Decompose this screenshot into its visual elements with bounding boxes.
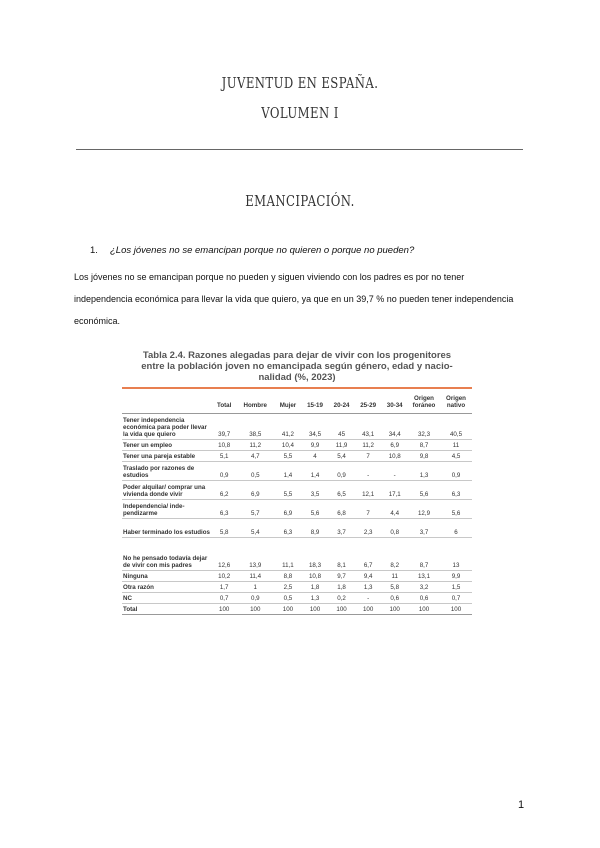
column-header (122, 389, 212, 414)
table-cell: 38,5 (236, 414, 274, 440)
table-cell: 6,9 (381, 440, 408, 451)
header-divider (76, 149, 523, 150)
table-cell: 1 (236, 582, 274, 593)
table-cell: 11 (381, 571, 408, 582)
row-label: Independencia/ inde-pendizarme (122, 500, 212, 519)
table-row (122, 519, 472, 538)
table-cell: 4,4 (381, 500, 408, 519)
table-header-row (122, 389, 472, 414)
table-cell: 1,7 (212, 582, 236, 593)
table-cell: 12,9 (408, 500, 440, 519)
table-cell: 6,3 (274, 519, 302, 538)
table-cell: 5,6 (302, 500, 329, 519)
paragraph-line: económica. (74, 316, 121, 326)
column-header: Total (212, 389, 236, 414)
table-cell: 2,3 (355, 519, 382, 538)
table-cell: 0,9 (440, 462, 472, 481)
table-cell: 13,1 (408, 571, 440, 582)
table-cell: 39,7 (212, 414, 236, 440)
table-cell: 45 (328, 414, 355, 440)
table-cell: 34,5 (302, 414, 329, 440)
table-cell: 4,7 (236, 451, 274, 462)
table-cell: 6,9 (236, 481, 274, 500)
table-cell: 100 (212, 604, 236, 615)
table-cell: 6,3 (212, 500, 236, 519)
document-title-line2: VOLUMEN I (261, 104, 339, 122)
table-cell: 0,9 (236, 593, 274, 604)
table-cell: 0,9 (212, 462, 236, 481)
table-cell: 11,9 (328, 440, 355, 451)
table-cell: 7 (355, 500, 382, 519)
table-cell: 3,2 (408, 582, 440, 593)
table-cell: 6,7 (355, 538, 382, 571)
table-cell: 1,8 (302, 582, 329, 593)
table-cell: 1,3 (302, 593, 329, 604)
table-cell: 17,1 (381, 481, 408, 500)
table-cell: 1,3 (408, 462, 440, 481)
table-cell: 11,1 (274, 538, 302, 571)
table-row (122, 571, 472, 582)
table-cell: 5,8 (212, 519, 236, 538)
table-cell: 12,1 (355, 481, 382, 500)
table-cell: 13,9 (236, 538, 274, 571)
table-caption-line: nalidad (%, 2023) (258, 372, 336, 383)
table-cell: 6,3 (440, 481, 472, 500)
table-cell: 8,8 (274, 571, 302, 582)
table-cell: 3,5 (302, 481, 329, 500)
table-cell: 100 (236, 604, 274, 615)
table-cell: 0,8 (381, 519, 408, 538)
table-cell: 8,1 (328, 538, 355, 571)
row-label: Ninguna (122, 571, 212, 582)
data-table (122, 389, 472, 615)
column-header: 25-29 (355, 389, 382, 414)
row-label: Tener un empleo (122, 440, 212, 451)
table-cell: 1,4 (274, 462, 302, 481)
table-row (122, 462, 472, 481)
table-cell: 4,5 (440, 451, 472, 462)
table-cell: 1,3 (355, 582, 382, 593)
table-cell: 0,9 (328, 462, 355, 481)
page-number: 1 (518, 799, 525, 811)
column-header: Origen foráneo (408, 389, 440, 414)
document-title-line1: JUVENTUD EN ESPAÑA. (221, 74, 379, 92)
table-cell: 100 (328, 604, 355, 615)
table-cell: 10,2 (212, 571, 236, 582)
table-cell: 9,8 (408, 451, 440, 462)
table-cell: 0,5 (274, 593, 302, 604)
table-cell: 5,4 (236, 519, 274, 538)
table-row (122, 414, 472, 440)
column-header: 20-24 (328, 389, 355, 414)
table-cell: 10,8 (212, 440, 236, 451)
table-cell: 8,7 (408, 538, 440, 571)
table-cell: 11,2 (236, 440, 274, 451)
table-cell: 5,6 (440, 500, 472, 519)
table-cell: 6,9 (274, 500, 302, 519)
table-cell: 0,7 (212, 593, 236, 604)
column-header: Origen nativo (440, 389, 472, 414)
table-row (122, 451, 472, 462)
table-cell: 3,7 (408, 519, 440, 538)
paragraph-line: Los jóvenes no se emancipan porque no pueden y siguen viviendo con los padres es por no tener (74, 272, 465, 282)
table-cell: 9,4 (355, 571, 382, 582)
table-caption (122, 350, 472, 383)
row-label: Poder alquilar/ comprar una vivienda donde vivir (122, 481, 212, 500)
row-label: Tener una pareja estable (122, 451, 212, 462)
row-label: Haber terminado los estudios (122, 519, 212, 538)
table-cell: 5,6 (408, 481, 440, 500)
table-cell: 18,3 (302, 538, 329, 571)
table-cell: 3,7 (328, 519, 355, 538)
question-number: 1. (90, 245, 98, 256)
row-label: Otra razón (122, 582, 212, 593)
column-header: 30-34 (381, 389, 408, 414)
table-row (122, 500, 472, 519)
table-cell: 5,4 (328, 451, 355, 462)
row-label: Total (122, 604, 212, 615)
table-cell: - (355, 593, 382, 604)
section-title: EMANCIPACIÓN. (245, 192, 355, 210)
table-cell: 100 (381, 604, 408, 615)
table-cell: 40,5 (440, 414, 472, 440)
table-cell: 0,6 (381, 593, 408, 604)
table-cell: 11,4 (236, 571, 274, 582)
table-cell: - (381, 462, 408, 481)
table-row (122, 593, 472, 604)
table-cell: 6,2 (212, 481, 236, 500)
table-row (122, 481, 472, 500)
row-label: No he pensado todavía dejar de vivir con mis padres (122, 538, 212, 571)
column-header: Hombre (236, 389, 274, 414)
question-item (90, 245, 414, 256)
table-cell: 5,8 (381, 582, 408, 593)
table-cell: 7 (355, 451, 382, 462)
table-cell: 100 (408, 604, 440, 615)
table-cell: 10,4 (274, 440, 302, 451)
table-cell: 100 (302, 604, 329, 615)
table-cell: 100 (274, 604, 302, 615)
table-cell: 9,7 (328, 571, 355, 582)
table-cell: 2,5 (274, 582, 302, 593)
question-text: ¿Los jóvenes no se emancipan porque no quieren o porque no pueden? (110, 245, 415, 256)
table-cell: 0,2 (328, 593, 355, 604)
table-cell: 1,8 (328, 582, 355, 593)
table-cell: 32,3 (408, 414, 440, 440)
table-cell: 10,8 (302, 571, 329, 582)
table-cell: 41,2 (274, 414, 302, 440)
table-row (122, 582, 472, 593)
table-cell: 13 (440, 538, 472, 571)
table-cell: 4 (302, 451, 329, 462)
table-cell: 6,5 (328, 481, 355, 500)
table-cell: 100 (355, 604, 382, 615)
table-total-row (122, 604, 472, 615)
table-cell: 8,7 (408, 440, 440, 451)
paragraph-line: independencia económica para llevar la vida que quiero, ya que en un 39,7 % no pueden tener independencia (74, 294, 514, 304)
table-cell: 5,5 (274, 481, 302, 500)
table-cell: 11,2 (355, 440, 382, 451)
table-cell: 0,6 (408, 593, 440, 604)
table-cell: 0,7 (440, 593, 472, 604)
column-header: 15-19 (302, 389, 329, 414)
table-cell: 34,4 (381, 414, 408, 440)
row-label: Traslado por razones de estudios (122, 462, 212, 481)
table-caption-line: Tabla 2.4. Razones alegadas para dejar de vivir con los progenitores (142, 350, 452, 361)
table-cell: 43,1 (355, 414, 382, 440)
table-cell: 1,5 (440, 582, 472, 593)
table-cell: 5,1 (212, 451, 236, 462)
table-cell: 100 (440, 604, 472, 615)
row-label: NC (122, 593, 212, 604)
table-cell: 9,9 (440, 571, 472, 582)
table-cell: 0,5 (236, 462, 274, 481)
table-cell: 5,7 (236, 500, 274, 519)
table-cell: 5,5 (274, 451, 302, 462)
table-row (122, 440, 472, 451)
table-cell: 12,6 (212, 538, 236, 571)
table-caption-line: entre la población joven no emancipada según género, edad y nacio- (141, 361, 453, 372)
table-cell: 1,4 (302, 462, 329, 481)
table-cell: 8,2 (381, 538, 408, 571)
column-header: Mujer (274, 389, 302, 414)
table-figure (122, 350, 472, 615)
table-cell: 10,8 (381, 451, 408, 462)
table-cell: 6,8 (328, 500, 355, 519)
table-cell: 9,9 (302, 440, 329, 451)
row-label: Tener independencia económica para poder llevar la vida que quiero (122, 414, 212, 440)
table-cell: 6 (440, 519, 472, 538)
table-cell: 11 (440, 440, 472, 451)
table-cell: 8,9 (302, 519, 329, 538)
table-row (122, 538, 472, 571)
table-cell: - (355, 462, 382, 481)
